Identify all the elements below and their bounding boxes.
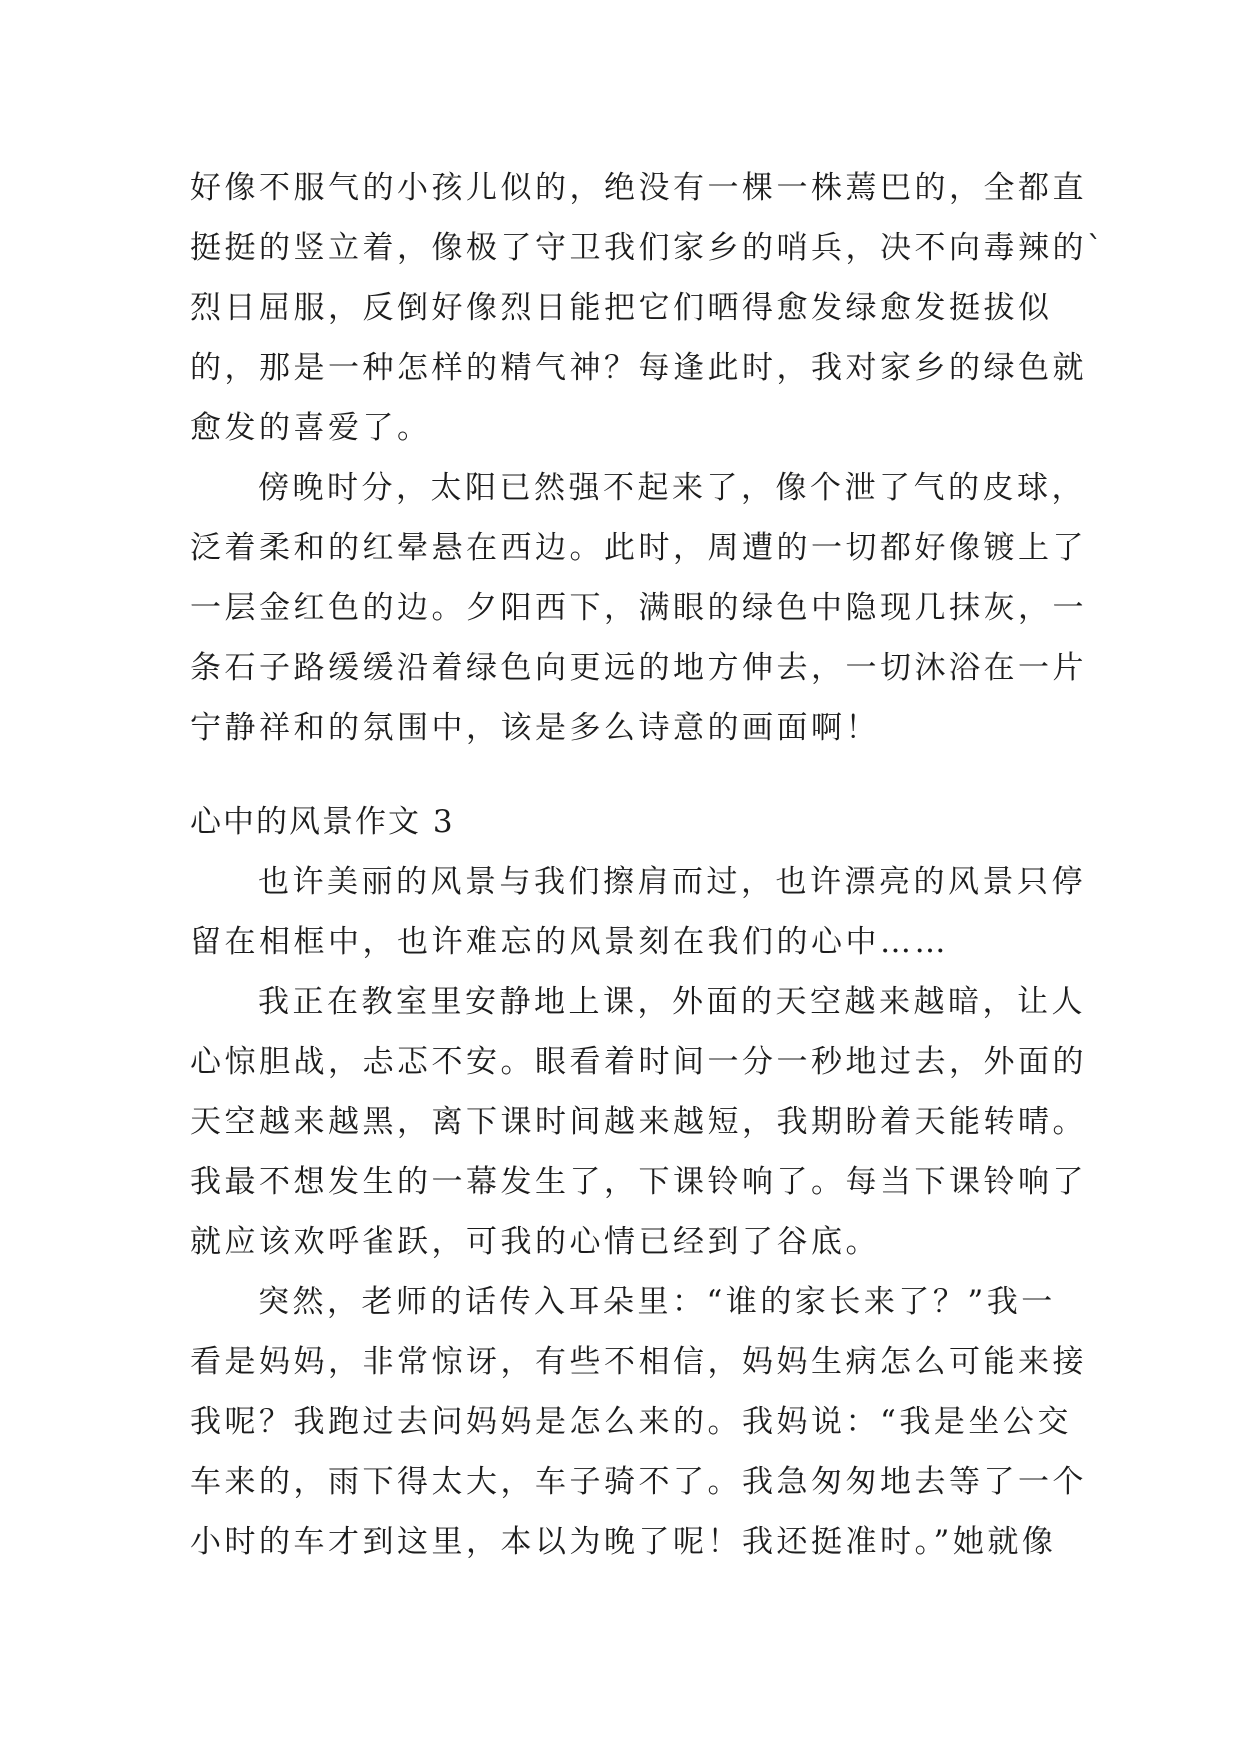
text-line: 也许美丽的风景与我们擦肩而过，也许漂亮的风景只停 [258, 864, 1086, 900]
paragraph-1 [190, 158, 1106, 458]
paragraph-2 [190, 458, 1087, 758]
text-line: 心惊胆战，忐忑不安。眼看着时间一分一秒地过去，外面的 [190, 1044, 1087, 1080]
text-line: 我最不想发生的一幕发生了，下课铃响了。每当下课铃响了 [190, 1164, 1087, 1200]
text-line: 看是妈妈，非常惊讶，有些不相信，妈妈生病怎么可能来接 [190, 1344, 1087, 1380]
text-line: 留在相框中，也许难忘的风景刻在我们的心中…… [190, 924, 949, 960]
text-line: 突然，老师的话传入耳朵里：“谁的家长来了？”我一 [258, 1284, 1056, 1320]
text-line: 条石子路缓缓沿着绿色向更远的地方伸去，一切沐浴在一片 [190, 650, 1087, 686]
text-line: 宁静祥和的氛围中，该是多么诗意的画面啊！ [190, 710, 880, 746]
text-line: 泛着柔和的红晕悬在西边。此时，周遭的一切都好像镀上了 [190, 530, 1087, 566]
text-line: 挺挺的竖立着，像极了守卫我们家乡的哨兵，决不向毒辣的` [190, 230, 1106, 266]
text-line: 天空越来越黑，离下课时间越来越短，我期盼着天能转晴。 [190, 1104, 1087, 1140]
text-line: 车来的，雨下得太大，车子骑不了。我急匆匆地去等了一个 [190, 1464, 1087, 1500]
text-line: 烈日屈服，反倒好像烈日能把它们晒得愈发绿愈发挺拔似 [190, 290, 1053, 326]
section-body [190, 852, 1087, 1572]
text-line: 小时的车才到这里，本以为晚了呢！我还挺准时。”她就像 [190, 1524, 1057, 1560]
text-line: 好像不服气的小孩儿似的，绝没有一棵一株蔫巴的，全都直 [190, 170, 1087, 206]
text-line: 的，那是一种怎样的精气神？每逢此时，我对家乡的绿色就 [190, 350, 1087, 386]
text-line: 傍晚时分，太阳已然强不起来了，像个泄了气的皮球， [258, 470, 1086, 506]
text-line: 一层金红色的边。夕阳西下，满眼的绿色中隐现几抹灰，一 [190, 590, 1087, 626]
section-title: 心中的风景作文 3 [190, 804, 455, 840]
text-line: 就应该欢呼雀跃，可我的心情已经到了谷底。 [190, 1224, 880, 1260]
text-line: 我呢？我跑过去问妈妈是怎么来的。我妈说：“我是坐公交 [190, 1404, 1072, 1440]
section-heading [190, 792, 1060, 852]
text-line: 愈发的喜爱了。 [190, 410, 432, 446]
text-line: 我正在教室里安静地上课，外面的天空越来越暗，让人 [258, 984, 1086, 1020]
